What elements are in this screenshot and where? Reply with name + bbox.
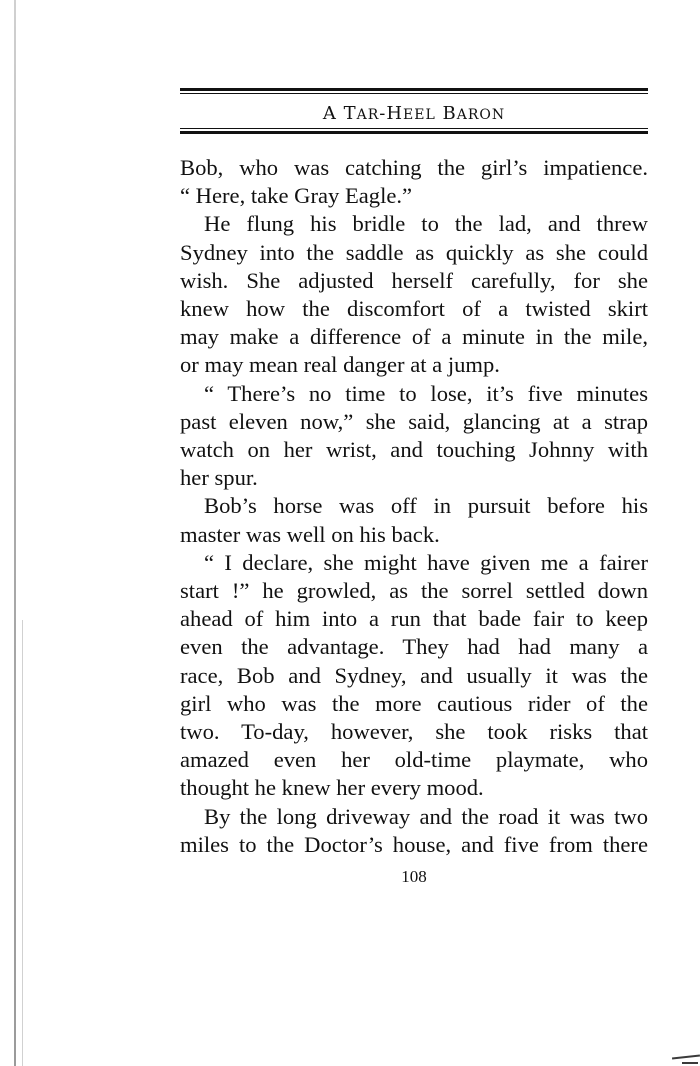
text-line-24: By the long driveway and the road it was two [204,803,648,829]
text-line-7: may make a difference of a minute in the mile, [180,324,648,350]
text-line-8: or may mean real danger at a jump. [180,352,500,378]
body-text [180,154,648,859]
text-line-15: “ I declare, she might have given me a fairer [204,549,648,575]
text-line-5: wish. She adjusted herself carefully, for she [180,267,648,293]
text-line-12: her spur. [180,465,258,491]
binding-gutter-line [14,0,16,1066]
header-rule-top [180,88,648,94]
header-rule-bottom-thin [180,128,648,129]
page-corner-mark-secondary [682,1062,698,1064]
text-line-18: even the advantage. They had had many a [180,634,648,660]
text-line-19: race, Bob and Sydney, and usually it was the [180,662,648,688]
text-line-2: “ Here, take Gray Eagle.” [180,183,413,209]
running-head-smallcaps-aron: ARON [456,107,506,123]
text-line-4: Sydney into the saddle as quickly as she could [180,239,648,265]
text-line-1: Bob, who was catching the girl’s impatience. [180,155,648,180]
text-line-16: start !” he growled, as the sorrel settled down [180,578,648,604]
header-rule-top-thick [180,88,648,91]
running-head-initial-b: B [442,103,457,124]
text-line-9: “ There’s no time to lose, it’s five minutes [204,380,648,406]
text-line-13: Bob’s horse was off in pursuit before his [204,493,648,519]
text-line-10: past eleven now,” she said, glancing at a strap [180,408,648,434]
header-rule-bottom [180,128,648,134]
page-number: 108 [401,867,427,886]
header-rule-top-thin [180,93,648,94]
header-rule-bottom-thick [180,131,648,134]
running-head [180,102,648,127]
page-corner-mark [672,1055,700,1060]
running-head-hyphen-h: -H [379,103,404,124]
running-head-initial-t: T [343,103,357,124]
running-head-smallcaps-ar: AR [356,107,380,123]
text-line-25: miles to the Doctor’s house, and five from there [180,831,648,857]
binding-gutter-line-secondary [22,620,23,1066]
text-line-21: two. To-day, however, she took risks that [180,719,648,745]
text-line-23: thought he knew her every mood. [180,775,484,801]
text-line-6: knew how the discomfort of a twisted skirt [180,296,648,322]
text-line-20: girl who was the more cautious rider of the [180,690,648,716]
text-line-14: master was well on his back. [180,521,440,547]
running-head-initial-a: A [322,103,337,124]
running-head-smallcaps-eel: EEL [403,107,436,123]
text-line-17: ahead of him into a run that bade fair to keep [180,606,648,632]
text-line-22: amazed even her old-time playmate, who [180,747,648,773]
text-line-11: watch on her wrist, and touching Johnny with [180,437,648,463]
text-line-3: He flung his bridle to the lad, and threw [204,211,648,237]
